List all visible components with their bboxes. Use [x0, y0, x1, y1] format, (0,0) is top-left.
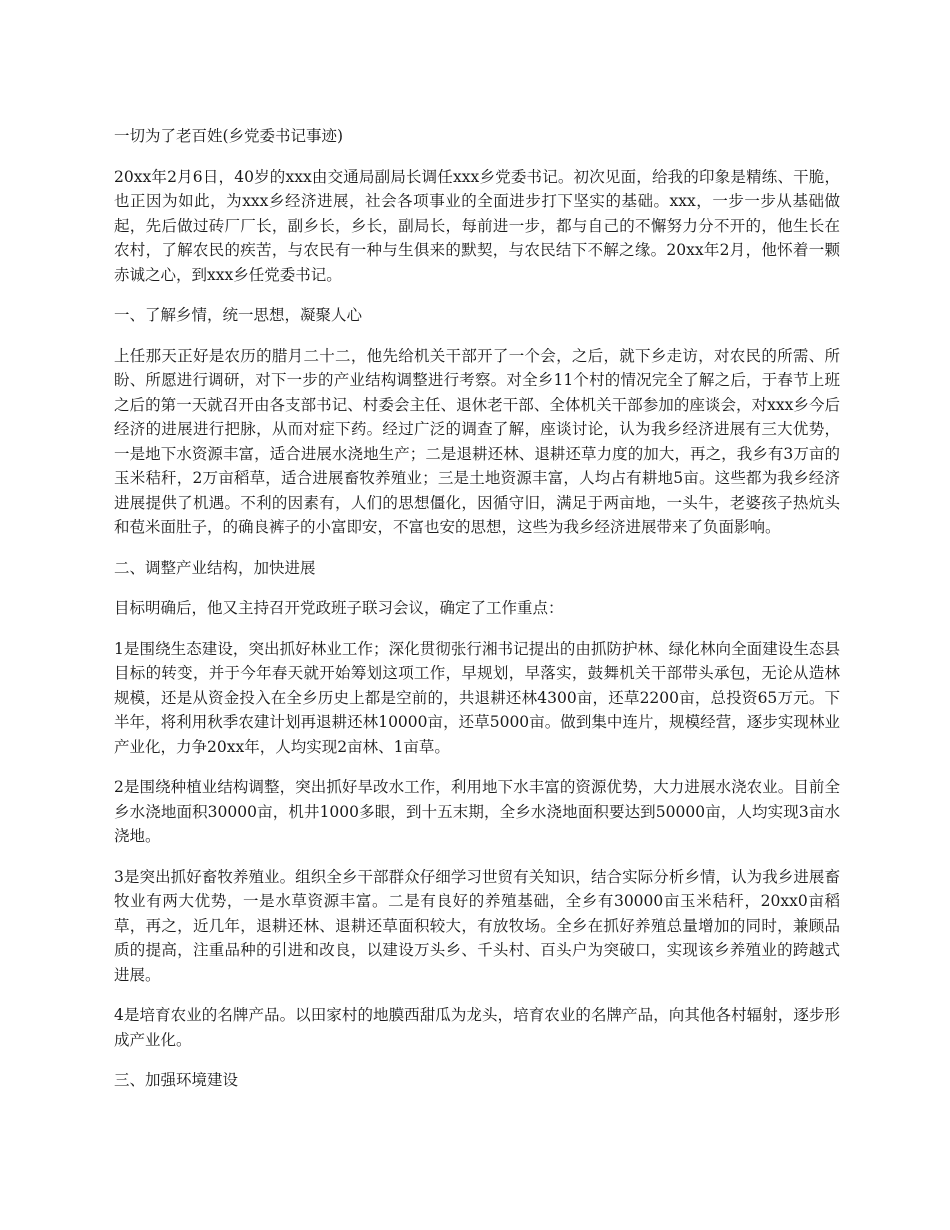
paragraph-section-1: 上任那天正好是农历的腊月二十二，他先给机关干部开了一个会，之后，就下乡走访，对农民的所需、所盼、所愿进行调研，对下一步的产业结构调整进行考察。对全乡11个村的情况完全了解之后，于春节上班之后的第一天就召开由各支部书记、村委会主任、退休老干部、全体机关干部参加的座谈会，对xxx乡今后经济的进展进行把脉，从而对症下药。经过广泛的调查了解，座谈讨论，认为我乡经济进展有三大优势，一是地下水资源丰富，适合进展水浇地生产；二是退耕还林、退耕还草力度的加大，再之，我乡有3万亩的玉米秸秆，2万亩稻草，适合进展畜牧养殖业；三是土地资源丰富，人均占有耕地5亩。这些都为我乡经济进展提供了机遇。不利的因素有，人们的思想僵化，因循守旧，满足于两亩地，一头牛，老婆孩子热炕头和苞米面肚子，的确良裤子的小富即安，不富也安的思想，这些为我乡经济进展带来了负面影响。 [114, 346, 840, 536]
section-heading-2: 二、调整产业结构，加快进展 [114, 558, 316, 577]
paragraph-point-4: 4是培育农业的名牌产品。以田家村的地膜西甜瓜为龙头，培育农业的名牌产品，向其他各村辐射，逐步形成产业化。 [114, 1006, 840, 1049]
document-body [114, 124, 840, 1109]
paragraph-point-1: 1是围绕生态建设，突出抓好林业工作；深化贯彻张行湘书记提出的由抓防护林、绿化林向全面建设生态县目标的转变，并于今年春天就开始筹划这项工作，早规划，早落实，鼓舞机关干部带头承包，无论从造林规模，还是从资金投入在全乡历史上都是空前的，共退耕还林4300亩，还草2200亩，总投资65万元。下半年，将利用秋季农建计划再退耕还林10000亩，还草5000亩。做到集中连片，规模经营，逐步实现林业产业化，力争20xx年，人均实现2亩林、1亩草。 [114, 639, 840, 756]
paragraph-intro: 20xx年2月6日，40岁的xxx由交通局副局长调任xxx乡党委书记。初次见面，给我的印象是精练、干脆，也正因为如此，为xxx乡经济进展，社会各项事业的全面进步打下坚实的基础。xxx，一步一步从基础做起，先后做过砖厂厂长，副乡长，乡长，副局长，每前进一步，都与自己的不懈努力分不开的，他生长在农村，了解农民的疾苦，与农民有一种与生俱来的默契，与农民结下不解之缘。20xx年2月，他怀着一颗赤诚之心，到xxx乡任党委书记。 [114, 167, 840, 284]
paragraph-point-2: 2是围绕种植业结构调整，突出抓好旱改水工作，利用地下水丰富的资源优势，大力进展水浇农业。目前全乡水浇地面积30000亩，机井1000多眼，到十五末期，全乡水浇地面积要达到50000亩，人均实现3亩水浇地。 [114, 778, 840, 845]
section-heading-1: 一、了解乡情，统一思想，凝聚人心 [114, 306, 363, 324]
paragraph-section-2-intro: 目标明确后，他又主持召开党政班子联习会议，确定了工作重点： [114, 599, 564, 617]
paragraph-point-3: 3是突出抓好畜牧养殖业。组织全乡干部群众仔细学习世贸有关知识，结合实际分析乡情，认为我乡进展畜牧业有两大优势，一是水草资源丰富。二是有良好的养殖基础，全乡有30000亩玉米秸秆，20xx0亩稻草，再之，近几年，退耕还林、退耕还草面积较大，有放牧场。全乡在抓好养殖总量增加的同时，兼顾品质的提高，注重品种的引进和改良，以建设万头乡、千头村、百头户为突破口，实现该乡养殖业的跨越式进展。 [114, 867, 840, 984]
section-heading-3: 三、加强环境建设 [114, 1071, 239, 1089]
document-title: 一切为了老百姓(乡党委书记事迹) [114, 127, 344, 145]
